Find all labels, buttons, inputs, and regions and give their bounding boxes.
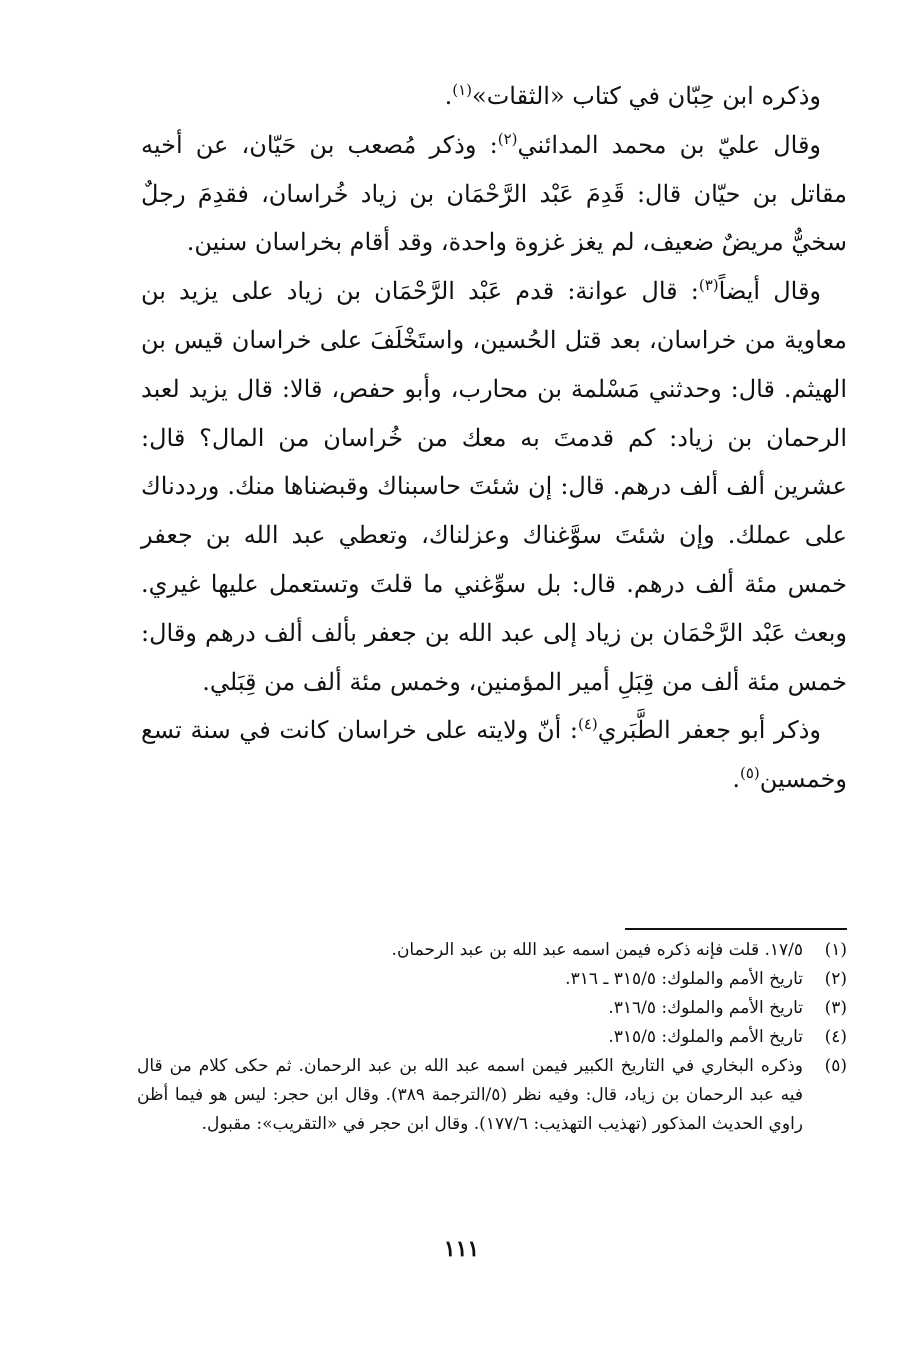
- footnote-1: [137, 936, 847, 965]
- footnote-ref-4: (٤): [577, 715, 598, 734]
- page-number: ١١١: [443, 1236, 480, 1262]
- paragraph-2-text-a: وقال عليّ بن محمد المدائني: [517, 130, 822, 159]
- paragraph-3-text-b: : قال عوانة: قدم عَبْد الرَّحْمَان بن زياد على يزيد بن معاوية من خراسان، بعد قتل الحُسين، واستَخْلَفَ على خراسان قيس بن الهيثم. قال: وحدثني مَسْلمة بن محارب، وأبو حفص، قالا: قال يزيد لعبد الرحمان بن زياد: كم قدمتَ به معك من خُراسان من المال؟ قال: عشرين ألف ألف درهم. قال: إن شئتَ حاسبناك وقبضناها منك. ورددناك على عملك. وإن شئتَ سوَّغناك وعزلناك، وتعطي عبد الله بن جعفر خمس مئة ألف درهم. قال: بل سوِّغني ما قلتَ وتستعمل عليها غيري. وبعث عَبْد الرَّحْمَان بن زياد إلى عبد الله بن جعفر بألف ألف درهم وقال: خمس مئة ألف من قِبَلِ أمير المؤمنين، وخمس مئة ألف من قِبَلي.: [141, 277, 848, 696]
- paragraph-4-text-b: : أنّ ولايته على خراسان كانت في سنة تسع وخمسين: [141, 716, 847, 794]
- footnote-text: وذكره البخاري في التاريخ الكبير فيمن اسمه عبد الله بن عبد الرحمان. ثم حكى كلام من قال فيه عبد الرحمان بن زياد، قال: وفيه نظر (٥/الترجمة ٣٨٩). وقال ابن حجر: ليس هو فيما أظن راوي الحديث المذكور (تهذيب التهذيب: ١٧٧/٦). وقال ابن حجر في «التقريب»: مقبول.: [137, 1056, 803, 1134]
- paragraph-1-end: .: [444, 82, 453, 110]
- footnotes: [137, 936, 847, 1139]
- paragraph-2-text-b: : وذكر مُصعب بن حَيّان، عن أخيه مقاتل بن حيّان قال: قَدِمَ عَبْد الرَّحْمَان بن زياد خُراسان، فقدِمَ رجلٌ سخيٌّ مريضٌ ضعيف، لم يغز غزوة واحدة، وقد أقام بخراسان سنين.: [141, 130, 847, 257]
- paragraph-4-end: .: [732, 765, 740, 794]
- footnote-4: [137, 1023, 847, 1052]
- paragraph-1: [141, 72, 847, 121]
- footnote-2: [137, 965, 847, 994]
- footnote-number: (٢): [824, 969, 847, 989]
- footnote-5: [137, 1052, 847, 1139]
- paragraph-4: [141, 706, 847, 804]
- paragraph-4-text-a: وذكر أبو جعفر الطَّبَري: [597, 716, 821, 745]
- footnote-text: تاريخ الأمم والملوك: ٣١٥/٥.: [608, 1027, 803, 1047]
- paragraph-3-text-a: وقال أيضاً: [718, 277, 822, 306]
- footnote-number: (٥): [824, 1056, 847, 1076]
- footnote-ref-1: (١): [452, 81, 473, 99]
- footnote-ref-2: (٢): [497, 129, 518, 148]
- footnote-3: [137, 994, 847, 1023]
- footnote-ref-5: (٥): [739, 764, 760, 783]
- paragraph-3: [141, 267, 847, 706]
- paragraph-1-text: وذكره ابن حِبّان في كتاب «الثقات»: [472, 82, 821, 110]
- paragraph-2: [141, 121, 847, 267]
- footnote-separator: [625, 928, 847, 930]
- main-text: [141, 72, 847, 804]
- footnote-number: (٤): [824, 1027, 847, 1047]
- footnote-ref-3: (٣): [698, 276, 719, 295]
- footnote-text: ١٧/٥. قلت فإنه ذكره فيمن اسمه عبد الله بن عبد الرحمان.: [391, 940, 803, 960]
- footnote-text: تاريخ الأمم والملوك: ٣١٥/٥ ـ ٣١٦.: [565, 969, 803, 989]
- footnote-number: (٣): [824, 998, 847, 1018]
- footnote-number: (١): [824, 940, 847, 960]
- footnote-text: تاريخ الأمم والملوك: ٣١٦/٥.: [608, 998, 803, 1018]
